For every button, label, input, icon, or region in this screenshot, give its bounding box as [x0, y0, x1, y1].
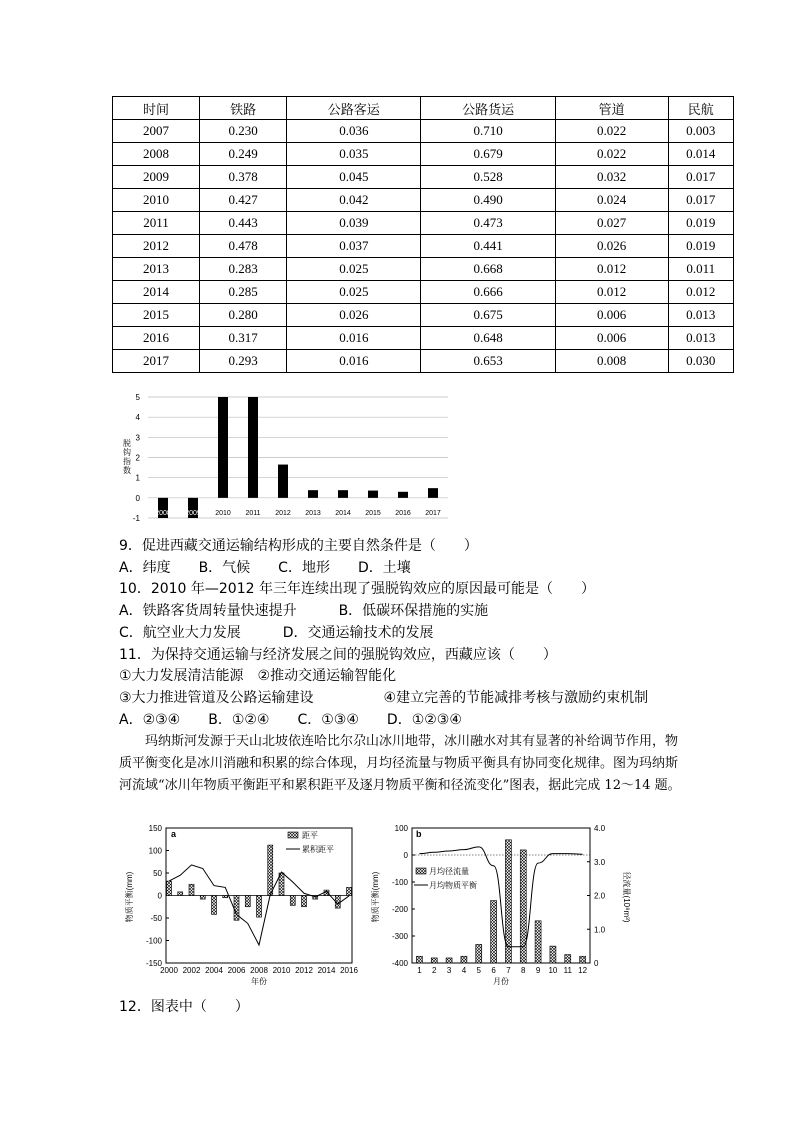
x-tick-label: 10 — [548, 966, 558, 975]
anomaly-bar — [212, 896, 217, 915]
table-row — [113, 281, 734, 304]
y-right-tick-label: 1.0 — [594, 925, 606, 935]
table-cell: 0.013 — [668, 304, 733, 327]
chart-a-mass-balance — [118, 820, 363, 990]
x-tick-label: 2012 — [295, 966, 313, 975]
table-cell: 0.230 — [200, 120, 287, 143]
table-cell: 0.317 — [200, 327, 287, 350]
table-row — [113, 350, 734, 373]
anomaly-bar — [167, 881, 172, 895]
x-tick-label: 1 — [417, 966, 422, 975]
y-right-tick-label: 0 — [594, 959, 599, 968]
y-tick-label: -200 — [391, 905, 408, 914]
table-cell: 2008 — [113, 143, 200, 166]
y-right-tick-label: 4.0 — [594, 824, 606, 833]
table-cell: 2007 — [113, 120, 200, 143]
x-tick-label: 2000 — [160, 966, 178, 975]
chart-b-monthly — [368, 820, 638, 990]
runoff-bar — [431, 958, 437, 963]
table-cell: 2010 — [113, 189, 200, 212]
y-right-tick-label: 3.0 — [594, 857, 606, 867]
table-cell: 0.039 — [287, 212, 421, 235]
x-tick-label: 3 — [446, 966, 452, 975]
table-cell: 0.035 — [287, 143, 421, 166]
table-cell: 0.280 — [200, 304, 287, 327]
x-tick-label: 8 — [521, 966, 526, 975]
table-header-cell: 公路货运 — [421, 97, 555, 120]
table-cell: 0.026 — [555, 235, 668, 258]
table-header-cell: 公路客运 — [287, 97, 421, 120]
question-10-options-2: C．航空业大力发展 D．交通运输技术的发展 — [119, 625, 434, 641]
table-cell: 0.006 — [555, 304, 668, 327]
table-cell: 0.648 — [421, 327, 555, 350]
table-cell: 0.014 — [668, 143, 733, 166]
table-cell: 0.249 — [200, 143, 287, 166]
table-cell: 0.478 — [200, 235, 287, 258]
y-tick-label: 50 — [153, 869, 162, 878]
table-cell: 0.025 — [287, 258, 421, 281]
table-cell: 0.006 — [555, 327, 668, 350]
x-tick-label: 2010 — [215, 510, 231, 517]
table-cell: 0.042 — [287, 189, 421, 212]
table-cell: 0.653 — [421, 350, 555, 373]
runoff-bar — [476, 944, 482, 963]
question-11-options: A．②③④ B．①②④ C．①③④ D．①②③④ — [119, 712, 462, 728]
x-tick-label: 2012 — [275, 510, 291, 517]
table-cell: 0.710 — [421, 120, 555, 143]
x-tick-label: 2004 — [205, 966, 223, 975]
table-row — [113, 327, 734, 350]
question-10-options-1: A．铁路客货周转量快速提升 B．低碳环保措施的实施 — [119, 603, 489, 619]
x-tick-label: 2008 — [155, 510, 171, 517]
table-header-row — [113, 97, 734, 120]
question-9: 9．促进西藏交通运输结构形成的主要自然条件是（ ） — [119, 538, 478, 554]
table-cell: 0.003 — [668, 120, 733, 143]
passage: 玛纳斯河发源于天山北坡依连哈比尔尕山冰川地带，冰川融水对其有显著的补给调节作用，物质平衡变化是冰川消融和积累的综合体现，月均径流量与物质平衡具有协同变化规律。图为玛纳斯河流域“冰川年物质平衡距平和累积距平及逐月物质平衡和径流变化”图表，据此完成 12～14 题。 — [119, 734, 681, 793]
transport-share-table — [112, 96, 734, 373]
table-cell: 0.030 — [668, 350, 733, 373]
table-cell: 0.022 — [555, 143, 668, 166]
question-12: 12．图表中（ ） — [119, 999, 249, 1015]
x-tick-label: 11 — [563, 966, 572, 975]
mass-balance-line — [419, 847, 582, 947]
x-tick-label: 2014 — [335, 510, 351, 517]
x-tick-label: 5 — [476, 966, 481, 975]
table-cell: 2009 — [113, 166, 200, 189]
runoff-bar — [416, 956, 422, 963]
table-row — [113, 258, 734, 281]
x-tick-label: 2015 — [365, 510, 381, 517]
runoff-bar — [580, 956, 586, 963]
table-cell: 0.679 — [421, 143, 555, 166]
table-cell: 0.008 — [555, 350, 668, 373]
legend-swatch-bar — [288, 832, 298, 838]
y-tick-label: 0 — [403, 851, 408, 860]
decoupling-index-chart — [118, 388, 453, 528]
table-cell: 2015 — [113, 304, 200, 327]
question-11: 11．为保持交通运输与经济发展之间的强脱钩效应，西藏应该（ ） — [119, 647, 557, 663]
y-tick-label: 5 — [135, 393, 140, 402]
table-cell: 0.378 — [200, 166, 287, 189]
table-cell: 0.012 — [555, 258, 668, 281]
table-cell: 0.012 — [668, 281, 733, 304]
table-row — [113, 189, 734, 212]
table-cell: 0.666 — [421, 281, 555, 304]
question-11-choice-2: ③大力推进管道及公路运输建设 ④建立完善的节能减排考核与激励约束机制 — [119, 690, 649, 706]
table-cell: 0.283 — [200, 258, 287, 281]
runoff-bar — [565, 955, 571, 963]
table-row — [113, 304, 734, 327]
y-tick-label: 2 — [135, 453, 140, 463]
x-tick-label: 9 — [535, 966, 541, 975]
y-right-tick-label: 2.0 — [594, 891, 606, 901]
x-axis-title: 年份 — [251, 977, 267, 986]
table-cell: 0.022 — [555, 120, 668, 143]
bar — [338, 490, 348, 498]
bar — [278, 465, 288, 498]
question-10: 10．2010 年—2012 年三年连续出现了强脱钩效应的原因最可能是（ ） — [119, 581, 595, 597]
y-tick-label: 100 — [148, 846, 162, 856]
bar — [308, 490, 318, 498]
table-cell: 2012 — [113, 235, 200, 258]
table-cell: 0.490 — [421, 189, 555, 212]
table-header-cell: 民航 — [668, 97, 733, 120]
table-cell: 0.016 — [287, 350, 421, 373]
table-row — [113, 143, 734, 166]
table-cell: 0.019 — [668, 212, 733, 235]
y-tick-label: -150 — [145, 959, 162, 968]
panel-label: a — [171, 829, 177, 839]
anomaly-bar — [347, 887, 352, 895]
bar — [218, 397, 228, 498]
x-tick-label: 2014 — [317, 966, 336, 975]
legend-label: 累积距平 — [302, 845, 334, 854]
table-cell: 0.019 — [668, 235, 733, 258]
x-tick-label: 6 — [491, 966, 496, 975]
table-cell: 0.032 — [555, 166, 668, 189]
anomaly-bar — [234, 896, 239, 921]
table-cell: 0.668 — [421, 258, 555, 281]
y-tick-label: 100 — [394, 824, 408, 833]
x-axis-title: 月份 — [493, 977, 509, 986]
y-tick-label: 3 — [135, 433, 140, 443]
anomaly-bar — [257, 896, 262, 918]
legend-label: 距平 — [302, 831, 318, 840]
table-cell: 0.443 — [200, 212, 287, 235]
x-tick-label: 2017 — [425, 510, 441, 517]
y-tick-label: -100 — [391, 878, 408, 887]
anomaly-bar — [302, 896, 307, 907]
table-cell: 0.026 — [287, 304, 421, 327]
table-cell: 0.037 — [287, 235, 421, 258]
table-body — [113, 120, 734, 373]
y-tick-label: -400 — [391, 959, 408, 968]
anomaly-bar — [223, 896, 228, 898]
y-tick-label: 0 — [157, 891, 162, 901]
x-tick-label: 2009 — [185, 510, 201, 517]
bar — [398, 492, 408, 498]
table-cell: 0.441 — [421, 235, 555, 258]
runoff-bar — [446, 958, 452, 963]
table-cell: 2016 — [113, 327, 200, 350]
anomaly-bar — [290, 896, 295, 906]
table-cell: 2017 — [113, 350, 200, 373]
table-row — [113, 235, 734, 258]
table-cell: 2013 — [113, 258, 200, 281]
table-cell: 0.285 — [200, 281, 287, 304]
table-header-cell: 铁路 — [200, 97, 287, 120]
x-tick-label: 2006 — [227, 966, 246, 975]
table-cell: 0.473 — [421, 212, 555, 235]
y-tick-label: 1 — [135, 473, 140, 483]
table-cell: 0.027 — [555, 212, 668, 235]
bar — [428, 488, 438, 498]
y-right-axis-title: 径流量(10⁸m³) — [622, 871, 631, 923]
question-9-options: A．纬度 B．气候 C．地形 D．土壤 — [119, 560, 411, 576]
table-cell: 2014 — [113, 281, 200, 304]
y-tick-label: 4 — [135, 413, 140, 423]
runoff-bar — [491, 901, 497, 963]
table-cell: 0.013 — [668, 327, 733, 350]
y-tick-label: -100 — [145, 936, 162, 946]
table-header-cell: 管道 — [555, 97, 668, 120]
runoff-bar — [520, 850, 526, 963]
x-tick-label: 2 — [432, 966, 437, 975]
anomaly-bar — [178, 892, 183, 896]
plot-frame — [412, 828, 590, 963]
runoff-bar — [535, 921, 541, 963]
table-cell: 0.675 — [421, 304, 555, 327]
anomaly-bar — [268, 845, 273, 895]
runoff-bar — [550, 946, 556, 963]
x-tick-label: 2016 — [395, 510, 411, 517]
table-cell: 0.017 — [668, 189, 733, 212]
x-tick-label: 2010 — [272, 966, 291, 975]
table-cell: 0.293 — [200, 350, 287, 373]
y-tick-label: -300 — [391, 932, 408, 941]
x-tick-label: 12 — [578, 966, 588, 975]
table-row — [113, 120, 734, 143]
table-header-cell: 时间 — [113, 97, 200, 120]
x-tick-label: 2008 — [250, 966, 268, 975]
table-cell: 0.045 — [287, 166, 421, 189]
legend-label: 月均物质平衡 — [429, 881, 477, 890]
table-cell: 0.024 — [555, 189, 668, 212]
bar — [248, 397, 258, 498]
y-axis-title: 物质平衡(mm) — [125, 871, 134, 923]
legend-swatch-bar — [416, 868, 426, 874]
y-tick-label: 0 — [135, 493, 140, 503]
runoff-bar — [461, 956, 467, 963]
table-row — [113, 212, 734, 235]
legend-label: 月均径流量 — [429, 867, 469, 876]
y-tick-label: 150 — [148, 824, 162, 833]
table-row — [113, 166, 734, 189]
y-tick-label: -50 — [150, 914, 162, 923]
table-cell: 0.427 — [200, 189, 287, 212]
table-cell: 0.016 — [287, 327, 421, 350]
x-tick-label: 2016 — [340, 966, 358, 975]
anomaly-bar — [189, 884, 194, 895]
table-cell: 0.528 — [421, 166, 555, 189]
anomaly-bar — [245, 896, 250, 907]
x-tick-label: 2013 — [305, 510, 321, 517]
table-cell: 0.017 — [668, 166, 733, 189]
table-cell: 0.012 — [555, 281, 668, 304]
table-cell: 0.036 — [287, 120, 421, 143]
table-cell: 0.011 — [668, 258, 733, 281]
y-axis-title: 物质平衡(mm) — [371, 871, 380, 923]
x-tick-label: 4 — [461, 966, 467, 975]
x-tick-label: 2002 — [182, 966, 201, 975]
question-11-choice-1: ①大力发展清洁能源 ②推动交通运输智能化 — [119, 668, 397, 684]
y-tick-label: -1 — [132, 514, 140, 523]
anomaly-bar — [200, 896, 205, 900]
x-tick-label: 7 — [506, 966, 511, 975]
table-cell: 0.025 — [287, 281, 421, 304]
table-cell: 2011 — [113, 212, 200, 235]
panel-label: b — [416, 829, 422, 839]
bar — [368, 491, 378, 498]
x-tick-label: 2011 — [245, 510, 261, 517]
y-axis-label: 脱钩指数 — [123, 439, 131, 475]
